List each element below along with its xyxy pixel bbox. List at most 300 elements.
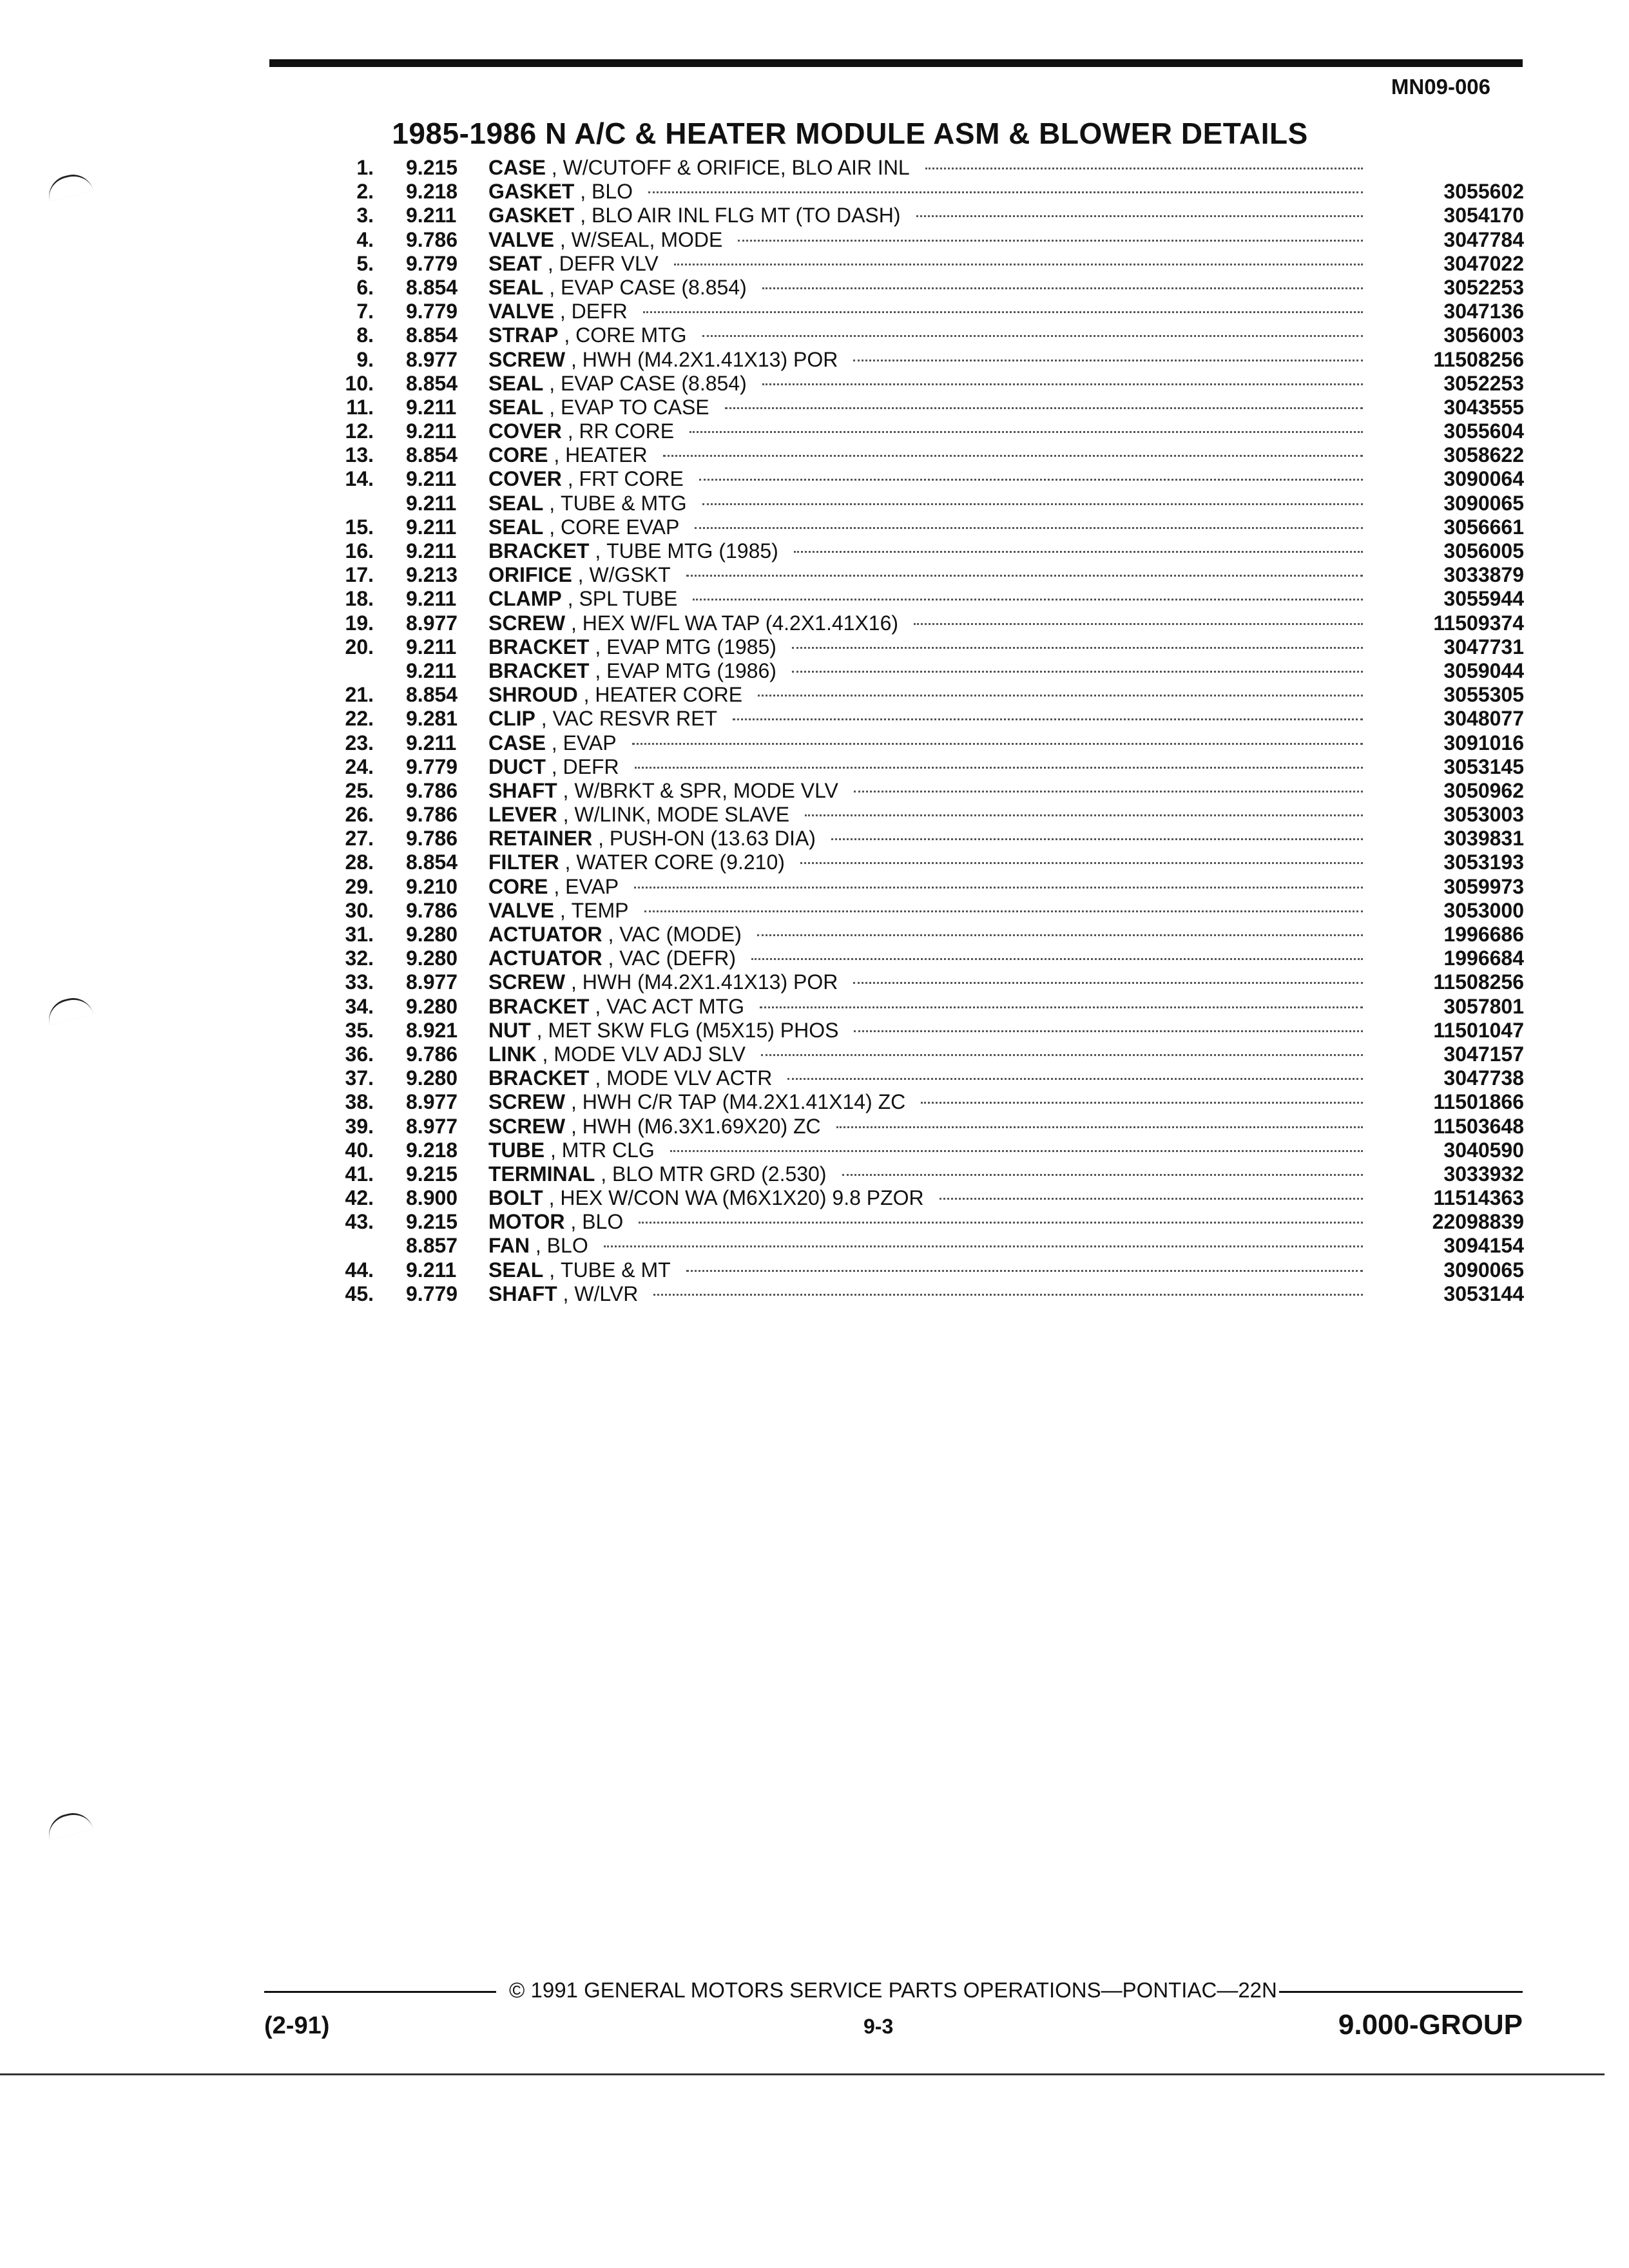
item-name: SEAL bbox=[488, 395, 544, 419]
margin-mark bbox=[44, 170, 93, 202]
item-number: 11. bbox=[346, 395, 374, 419]
item-name: SHAFT bbox=[488, 1282, 557, 1305]
group-number: 9.211 bbox=[406, 658, 457, 682]
item-description bbox=[488, 1090, 1369, 1114]
item-detail: DEFR bbox=[571, 300, 628, 323]
item-separator: , bbox=[536, 1042, 554, 1066]
dot-leader bbox=[762, 383, 1363, 385]
item-separator: , bbox=[592, 827, 610, 850]
item-separator: , bbox=[548, 443, 566, 467]
dot-leader bbox=[805, 814, 1363, 816]
dot-leader bbox=[670, 1150, 1363, 1152]
part-number: 3056005 bbox=[1443, 539, 1524, 562]
item-description bbox=[488, 372, 1369, 396]
part-number: 3091016 bbox=[1443, 731, 1524, 754]
part-number: 3059044 bbox=[1443, 658, 1524, 682]
group-number: 8.900 bbox=[406, 1186, 458, 1210]
item-name: BRACKET bbox=[488, 635, 590, 658]
item-description bbox=[488, 923, 1369, 947]
parts-row bbox=[325, 683, 1524, 707]
parts-row bbox=[325, 803, 1524, 827]
item-description bbox=[488, 252, 1369, 276]
parts-row bbox=[325, 707, 1524, 731]
item-detail: FRT CORE bbox=[579, 467, 684, 491]
parts-row bbox=[325, 947, 1524, 970]
item-separator: , bbox=[565, 347, 583, 371]
parts-row bbox=[325, 539, 1524, 563]
dot-leader bbox=[757, 934, 1363, 936]
item-name: BRACKET bbox=[488, 1066, 590, 1090]
group-number: 8.921 bbox=[406, 1018, 458, 1042]
parts-row bbox=[325, 731, 1524, 755]
item-number: 2. bbox=[356, 180, 374, 204]
item-number: 32. bbox=[345, 947, 374, 970]
item-number: 28. bbox=[345, 850, 374, 874]
dot-leader bbox=[663, 455, 1363, 457]
item-number: 7. bbox=[356, 300, 374, 323]
item-name: VALVE bbox=[488, 300, 554, 323]
item-description bbox=[488, 1019, 1369, 1043]
item-name: TUBE bbox=[488, 1138, 545, 1162]
footer-revision-date: (2-91) bbox=[264, 2012, 330, 2039]
item-description bbox=[488, 1043, 1369, 1066]
item-name: SCREW bbox=[488, 1114, 566, 1138]
item-name: SEAL bbox=[488, 491, 544, 515]
item-separator: , bbox=[543, 371, 561, 395]
item-separator: , bbox=[602, 923, 620, 946]
item-detail: PUSH-ON (13.63 DIA) bbox=[609, 827, 816, 850]
item-number: 14. bbox=[345, 467, 374, 491]
item-description bbox=[488, 467, 1369, 491]
item-description bbox=[488, 611, 1369, 635]
group-number: 9.218 bbox=[406, 180, 458, 204]
item-separator: , bbox=[545, 754, 563, 778]
item-detail: EVAP TO CASE bbox=[561, 395, 709, 419]
item-separator: , bbox=[589, 994, 607, 1018]
item-number: 34. bbox=[345, 994, 374, 1018]
item-separator: , bbox=[530, 1234, 547, 1258]
item-separator: , bbox=[554, 227, 572, 251]
item-number: 6. bbox=[356, 275, 374, 299]
part-number: 3047784 bbox=[1443, 227, 1524, 251]
item-name: CORE bbox=[488, 874, 548, 898]
item-detail: CORE MTG bbox=[575, 323, 687, 347]
item-description bbox=[488, 779, 1369, 803]
item-name: SHAFT bbox=[488, 778, 557, 802]
item-detail: VAC ACT MTG bbox=[606, 994, 745, 1018]
parts-row bbox=[325, 923, 1524, 947]
dot-leader bbox=[635, 767, 1363, 769]
item-description bbox=[488, 827, 1369, 850]
item-detail: VAC (MODE) bbox=[619, 923, 742, 946]
item-detail: DEFR VLV bbox=[559, 251, 659, 275]
parts-row bbox=[325, 419, 1524, 443]
group-number: 9.280 bbox=[406, 947, 458, 970]
item-name: SEAL bbox=[488, 371, 544, 395]
item-detail: BLO bbox=[582, 1210, 624, 1234]
part-number: 3047136 bbox=[1443, 300, 1524, 323]
group-number: 9.211 bbox=[406, 395, 457, 419]
item-number: 39. bbox=[345, 1114, 374, 1138]
item-name: COVER bbox=[488, 419, 562, 443]
part-number: 3053000 bbox=[1443, 898, 1524, 922]
group-number: 9.786 bbox=[406, 778, 458, 802]
item-detail: BLO MTR GRD (2.530) bbox=[612, 1162, 827, 1186]
item-number: 9. bbox=[356, 347, 374, 371]
dot-leader bbox=[725, 407, 1363, 409]
dot-leader bbox=[686, 575, 1363, 577]
item-description bbox=[488, 899, 1369, 923]
parts-row bbox=[325, 1090, 1524, 1114]
margin-mark bbox=[44, 1809, 93, 1840]
group-number: 9.211 bbox=[406, 419, 457, 443]
part-number: 3052253 bbox=[1443, 275, 1524, 299]
item-name: BRACKET bbox=[488, 539, 590, 562]
item-number: 38. bbox=[345, 1090, 374, 1114]
dot-leader bbox=[792, 647, 1363, 649]
item-name: BOLT bbox=[488, 1186, 543, 1210]
item-description bbox=[488, 1234, 1369, 1258]
item-description bbox=[488, 443, 1369, 467]
dot-leader bbox=[787, 1078, 1363, 1080]
item-detail: TEMP bbox=[571, 898, 629, 922]
item-separator: , bbox=[574, 180, 592, 204]
group-number: 8.854 bbox=[406, 323, 458, 347]
dot-leader bbox=[940, 1198, 1363, 1200]
item-number: 19. bbox=[345, 611, 374, 635]
group-number: 9.786 bbox=[406, 227, 458, 251]
item-name: COVER bbox=[488, 467, 562, 491]
item-number: 42. bbox=[345, 1186, 374, 1210]
item-name: GASKET bbox=[488, 204, 575, 227]
item-detail: HEATER CORE bbox=[595, 683, 743, 707]
dot-leader bbox=[733, 718, 1363, 720]
item-description bbox=[488, 300, 1369, 323]
item-name: SEAL bbox=[488, 275, 544, 299]
item-description bbox=[488, 947, 1369, 970]
item-detail: EVAP MTG (1985) bbox=[606, 635, 776, 658]
item-name: DUCT bbox=[488, 754, 546, 778]
part-number: 22098839 bbox=[1432, 1210, 1524, 1234]
dot-leader bbox=[854, 791, 1363, 793]
item-name: SEAL bbox=[488, 1258, 544, 1282]
item-separator: , bbox=[543, 491, 561, 515]
item-detail: HWH (M4.2X1.41X13) POR bbox=[582, 347, 838, 371]
item-description bbox=[488, 1162, 1369, 1186]
group-number: 9.280 bbox=[406, 923, 458, 946]
part-number: 3090065 bbox=[1443, 1258, 1524, 1282]
group-number: 9.211 bbox=[406, 731, 457, 754]
item-separator: , bbox=[545, 156, 563, 179]
item-detail: CORE EVAP bbox=[561, 515, 680, 539]
item-number: 25. bbox=[345, 778, 374, 802]
dot-leader bbox=[693, 599, 1363, 601]
item-name: BRACKET bbox=[488, 658, 590, 682]
item-detail: W/GSKT bbox=[589, 563, 671, 587]
item-name: VALVE bbox=[488, 227, 554, 251]
parts-row bbox=[325, 1162, 1524, 1186]
parts-row bbox=[325, 252, 1524, 276]
item-detail: BLO bbox=[592, 180, 633, 204]
dot-leader bbox=[702, 503, 1363, 505]
item-number: 16. bbox=[345, 539, 374, 562]
item-number: 1. bbox=[356, 156, 374, 179]
parts-row bbox=[325, 875, 1524, 899]
item-separator: , bbox=[557, 778, 575, 802]
item-detail: HEX W/FL WA TAP (4.2X1.41X16) bbox=[582, 611, 899, 635]
item-detail: EVAP bbox=[563, 731, 617, 754]
item-detail: W/CUTOFF & ORIFICE, BLO AIR INL bbox=[563, 156, 910, 179]
item-number: 31. bbox=[345, 923, 374, 946]
document-code: MN09-006 bbox=[1391, 75, 1490, 99]
part-number: 1996686 bbox=[1443, 923, 1524, 946]
part-number: 3059973 bbox=[1443, 874, 1524, 898]
part-number: 11508256 bbox=[1433, 347, 1524, 371]
item-detail: W/LVR bbox=[574, 1282, 639, 1305]
item-number: 12. bbox=[345, 419, 374, 443]
item-number: 37. bbox=[345, 1066, 374, 1090]
item-description bbox=[488, 803, 1369, 827]
item-description bbox=[488, 995, 1369, 1019]
part-number: 3055944 bbox=[1443, 587, 1524, 611]
dot-leader bbox=[800, 862, 1363, 864]
item-name: VALVE bbox=[488, 898, 554, 922]
item-separator: , bbox=[557, 803, 575, 827]
part-number: 3050962 bbox=[1443, 778, 1524, 802]
item-name: LINK bbox=[488, 1042, 537, 1066]
group-number: 9.211 bbox=[406, 467, 457, 491]
group-number: 9.211 bbox=[406, 587, 457, 611]
footer-copyright: © 1991 GENERAL MOTORS SERVICE PARTS OPERATIONS—PONTIAC—22N bbox=[509, 1978, 1277, 2002]
footer-group-label: 9.000-GROUP bbox=[1338, 2009, 1523, 2041]
dot-leader bbox=[794, 551, 1363, 553]
part-number: 3047157 bbox=[1443, 1042, 1524, 1066]
item-name: LEVER bbox=[488, 803, 557, 827]
item-separator: , bbox=[558, 323, 576, 347]
dot-leader bbox=[842, 1174, 1364, 1176]
parts-row bbox=[325, 1210, 1524, 1234]
item-number: 36. bbox=[345, 1042, 374, 1066]
item-name: SEAL bbox=[488, 515, 544, 539]
group-number: 8.977 bbox=[406, 1114, 458, 1138]
part-number: 3033879 bbox=[1443, 563, 1524, 587]
parts-row bbox=[325, 1066, 1524, 1090]
item-name: SEAT bbox=[488, 251, 542, 275]
parts-row bbox=[325, 348, 1524, 372]
dot-leader bbox=[643, 311, 1363, 313]
item-description bbox=[488, 850, 1369, 874]
item-detail: MODE VLV ADJ SLV bbox=[554, 1042, 746, 1066]
parts-row bbox=[325, 899, 1524, 923]
parts-row bbox=[325, 635, 1524, 659]
item-detail: EVAP CASE (8.854) bbox=[561, 275, 747, 299]
item-description bbox=[488, 1210, 1369, 1234]
item-separator: , bbox=[602, 947, 620, 970]
dot-leader bbox=[792, 671, 1363, 673]
parts-row bbox=[325, 563, 1524, 587]
item-number: 4. bbox=[356, 227, 374, 251]
item-number: 26. bbox=[345, 803, 374, 827]
item-number: 3. bbox=[356, 204, 374, 227]
group-number: 9.215 bbox=[406, 1162, 458, 1186]
item-description bbox=[488, 396, 1369, 419]
item-description bbox=[488, 970, 1369, 994]
item-separator: , bbox=[548, 874, 566, 898]
dot-leader bbox=[921, 1102, 1363, 1104]
part-number: 3033932 bbox=[1443, 1162, 1524, 1186]
group-number: 9.779 bbox=[406, 251, 458, 275]
footer-rule-right bbox=[1279, 1991, 1523, 1993]
item-name: ORIFICE bbox=[488, 563, 572, 587]
parts-row bbox=[325, 156, 1524, 180]
item-separator: , bbox=[543, 515, 561, 539]
item-detail: DEFR bbox=[563, 754, 619, 778]
part-number: 3053193 bbox=[1443, 850, 1524, 874]
item-description bbox=[488, 563, 1369, 587]
item-description bbox=[488, 1139, 1369, 1162]
page-title: 1985-1986 N A/C & HEATER MODULE ASM & BLOWER DETAILS bbox=[392, 117, 1308, 150]
part-number: 3057801 bbox=[1443, 994, 1524, 1018]
parts-row bbox=[325, 492, 1524, 515]
dot-leader bbox=[695, 527, 1363, 529]
part-number: 3055305 bbox=[1443, 683, 1524, 707]
item-detail: HWH (M4.2X1.41X13) POR bbox=[582, 970, 838, 994]
group-number: 8.857 bbox=[406, 1234, 458, 1258]
item-number: 30. bbox=[345, 898, 374, 922]
parts-row bbox=[325, 396, 1524, 419]
item-separator: , bbox=[554, 300, 572, 323]
item-description bbox=[488, 323, 1369, 347]
item-name: SHROUD bbox=[488, 683, 578, 707]
parts-row bbox=[325, 1234, 1524, 1258]
item-description bbox=[488, 707, 1369, 731]
group-number: 8.854 bbox=[406, 275, 458, 299]
item-number: 13. bbox=[345, 443, 374, 467]
dot-leader bbox=[916, 215, 1363, 217]
group-number: 9.218 bbox=[406, 1138, 458, 1162]
item-detail: RR CORE bbox=[579, 419, 675, 443]
margin-mark bbox=[44, 994, 93, 1025]
item-detail: VAC (DEFR) bbox=[619, 947, 736, 970]
item-description bbox=[488, 731, 1369, 755]
parts-row bbox=[325, 1043, 1524, 1066]
parts-row bbox=[325, 611, 1524, 635]
dot-leader bbox=[699, 479, 1363, 481]
item-number: 10. bbox=[345, 371, 374, 395]
parts-row bbox=[325, 228, 1524, 252]
item-separator: , bbox=[530, 1018, 548, 1042]
part-number: 3094154 bbox=[1443, 1234, 1524, 1258]
item-number: 17. bbox=[345, 563, 374, 587]
group-number: 8.854 bbox=[406, 371, 458, 395]
item-separator: , bbox=[543, 1258, 561, 1282]
group-number: 9.280 bbox=[406, 1066, 458, 1090]
dot-leader bbox=[853, 360, 1363, 361]
item-name: NUT bbox=[488, 1018, 531, 1042]
part-number: 11501047 bbox=[1433, 1018, 1524, 1042]
part-number: 11509374 bbox=[1433, 611, 1524, 635]
item-separator: , bbox=[565, 1090, 583, 1114]
part-number: 11503648 bbox=[1433, 1114, 1524, 1138]
item-name: SCREW bbox=[488, 1090, 566, 1114]
dot-leader bbox=[854, 1030, 1363, 1032]
item-separator: , bbox=[564, 1210, 583, 1234]
footer-rule-left bbox=[264, 1991, 496, 1993]
parts-row bbox=[325, 1282, 1524, 1306]
dot-leader bbox=[853, 982, 1363, 984]
parts-row bbox=[325, 276, 1524, 300]
parts-row bbox=[325, 443, 1524, 467]
item-name: RETAINER bbox=[488, 827, 593, 850]
parts-row bbox=[325, 850, 1524, 874]
dot-leader bbox=[914, 623, 1363, 625]
parts-row bbox=[325, 1019, 1524, 1043]
parts-row bbox=[325, 323, 1524, 347]
group-number: 9.281 bbox=[406, 707, 458, 731]
group-number: 9.786 bbox=[406, 803, 458, 827]
parts-row bbox=[325, 755, 1524, 779]
item-description bbox=[488, 875, 1369, 899]
item-detail: MET SKW FLG (M5X15) PHOS bbox=[548, 1018, 839, 1042]
dot-leader bbox=[761, 1054, 1363, 1056]
item-detail: W/LINK, MODE SLAVE bbox=[574, 803, 790, 827]
item-description bbox=[488, 228, 1369, 252]
item-separator: , bbox=[545, 1138, 562, 1162]
top-rule bbox=[269, 59, 1523, 67]
part-number: 3053003 bbox=[1443, 803, 1524, 827]
item-description bbox=[488, 539, 1369, 563]
item-detail: WATER CORE (9.210) bbox=[576, 850, 785, 874]
group-number: 9.786 bbox=[406, 827, 458, 850]
item-separator: , bbox=[559, 850, 577, 874]
item-description bbox=[488, 492, 1369, 515]
item-number: 40. bbox=[345, 1138, 374, 1162]
part-number: 3090065 bbox=[1443, 491, 1524, 515]
item-separator: , bbox=[574, 204, 592, 227]
item-number: 45. bbox=[345, 1282, 374, 1305]
item-description bbox=[488, 587, 1369, 611]
item-separator: , bbox=[595, 1162, 612, 1186]
part-number: 3047022 bbox=[1443, 251, 1524, 275]
item-separator: , bbox=[561, 419, 579, 443]
parts-row bbox=[325, 467, 1524, 491]
item-name: MOTOR bbox=[488, 1210, 565, 1234]
group-number: 8.854 bbox=[406, 850, 458, 874]
group-number: 9.211 bbox=[406, 539, 457, 562]
item-detail: VAC RESVR RET bbox=[552, 707, 718, 731]
group-number: 9.211 bbox=[406, 515, 457, 539]
item-description bbox=[488, 1186, 1369, 1210]
item-description bbox=[488, 1282, 1369, 1306]
item-number: 43. bbox=[345, 1210, 374, 1234]
part-number: 11508256 bbox=[1433, 970, 1524, 994]
part-number: 3055602 bbox=[1443, 180, 1524, 204]
item-name: CORE bbox=[488, 443, 548, 467]
part-number: 3055604 bbox=[1443, 419, 1524, 443]
group-number: 9.779 bbox=[406, 1282, 458, 1305]
item-separator: , bbox=[545, 731, 563, 754]
group-number: 9.786 bbox=[406, 898, 458, 922]
item-detail: TUBE & MTG bbox=[561, 491, 687, 515]
item-detail: HWH C/R TAP (M4.2X1.41X14) ZC bbox=[582, 1090, 906, 1114]
item-separator: , bbox=[543, 275, 561, 299]
group-number: 9.215 bbox=[406, 156, 458, 179]
item-description bbox=[488, 204, 1369, 227]
item-detail: BLO AIR INL FLG MT (TO DASH) bbox=[592, 204, 901, 227]
dot-leader bbox=[674, 264, 1363, 265]
item-detail: TUBE & MT bbox=[561, 1258, 671, 1282]
item-detail: BLO bbox=[546, 1234, 588, 1258]
